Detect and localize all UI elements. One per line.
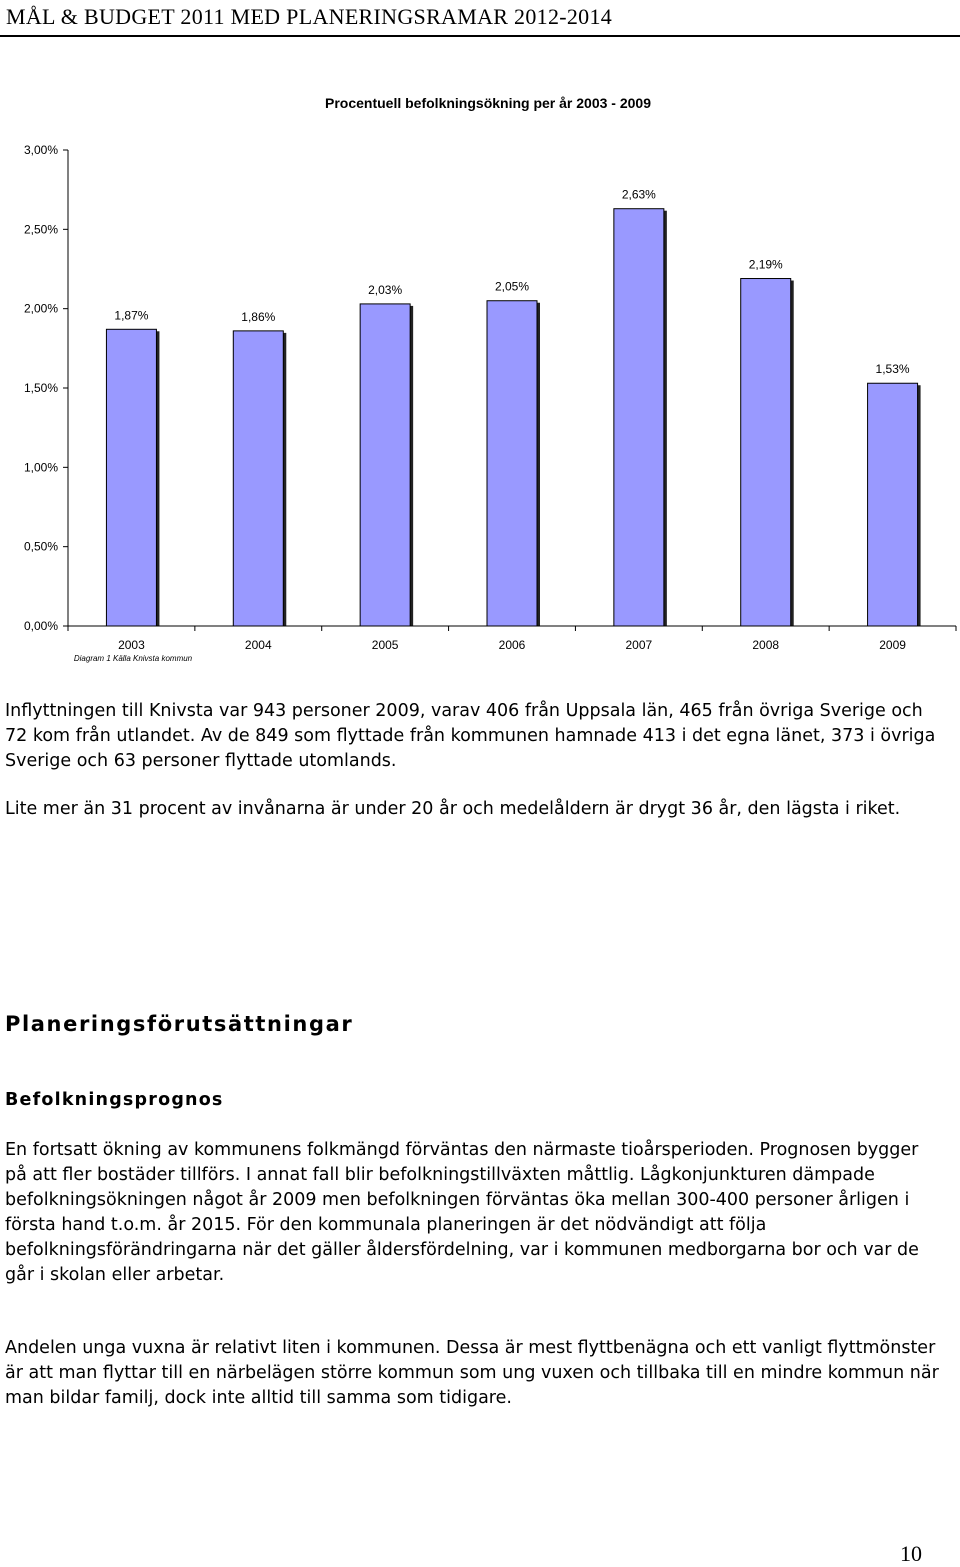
bar (868, 383, 918, 626)
paragraph-age: Lite mer än 31 procent av invånarna är under 20 år och medelåldern är drygt 36 år, den lägsta i riket. (5, 799, 901, 819)
y-tick-label: 3,00% (23, 143, 58, 157)
paragraph-young-adults: Andelen unga vuxna är relativt liten i kommunen. Dessa är mest flyttbenägna och ett vanligt flyttmönster är att man flyttar till en närbelägen större kommun som ung vuxen och tillbaka till en mindre kommun när man bildar familj, dock inte alltid till samma som tidigare. (5, 1338, 939, 1408)
y-tick-label: 2,00% (23, 301, 58, 316)
x-tick-label: 2005 (371, 638, 399, 652)
bar (741, 279, 791, 626)
document-header: MÅL & BUDGET 2011 MED PLANERINGSRAMAR 2012-2014 (6, 4, 613, 29)
y-tick-label: 2,50% (23, 222, 58, 237)
x-tick-label: 2007 (625, 638, 653, 652)
chart-title: Procentuell befolkningsökning per år 2003 - 2009 (325, 95, 651, 111)
bar-value-label: 2,03% (368, 282, 403, 297)
x-tick-label: 2003 (118, 638, 145, 652)
section-heading: Planeringsförutsättningar (5, 1012, 354, 1036)
bar (106, 329, 156, 626)
bar-series (106, 188, 920, 626)
y-tick-label: 1,00% (23, 460, 58, 475)
bar (360, 304, 410, 626)
population-growth-chart (0, 85, 960, 675)
bar (233, 331, 283, 626)
bar-value-label: 2,19% (748, 257, 783, 272)
y-tick-label: 0,50% (23, 539, 58, 554)
chart-source-note: Diagram 1 Källa Knivsta kommun (73, 654, 193, 663)
bar-value-label: 1,86% (241, 309, 276, 324)
x-tick-label: 2004 (244, 638, 272, 652)
bar (487, 301, 537, 626)
paragraph-migration: Inflyttningen till Knivsta var 943 personer 2009, varav 406 från Uppsala län, 465 från övriga Sverige och 72 kom från utlandet. Av de 849 som flyttade från kommunen hamnade 413 i det egna länet, 373 i övriga Sverige och 63 personer flyttade utomlands. (5, 701, 936, 771)
paragraph-forecast: En fortsatt ökning av kommunens folkmängd förväntas den närmaste tioårsperioden. Prognosen bygger på att fler bostäder tillförs. I annat fall blir befolkningstillväxten måttlig. Lågkonjunkturen dämpade befolkningsökningen något år 2009 men befolkningen förväntas öka mellan 300-400 personer årligen i första hand t.o.m. år 2015. För den kommunala planeringen är det nödvändigt att följa befolkningsförändringarna när det gäller åldersfördelning, var i kommunen medborgarna bor och var de går i skolan eller arbetar. (5, 1140, 919, 1285)
y-tick-label: 1,50% (23, 381, 58, 395)
bar-value-label: 2,05% (494, 279, 530, 294)
page-number: 10 (900, 1541, 922, 1566)
bar-value-label: 1,87% (114, 308, 149, 323)
x-tick-label: 2009 (879, 638, 906, 652)
bar (614, 209, 664, 626)
header-divider (0, 35, 960, 37)
bar-value-label: 1,53% (875, 362, 910, 377)
x-tick-label: 2008 (752, 638, 780, 652)
subsection-heading: Befolkningsprognos (5, 1090, 224, 1110)
bar-value-label: 2,63% (621, 187, 656, 202)
y-tick-label: 0,00% (23, 619, 58, 633)
x-tick-label: 2006 (498, 638, 526, 652)
y-axis (24, 143, 68, 633)
x-axis (68, 626, 956, 652)
